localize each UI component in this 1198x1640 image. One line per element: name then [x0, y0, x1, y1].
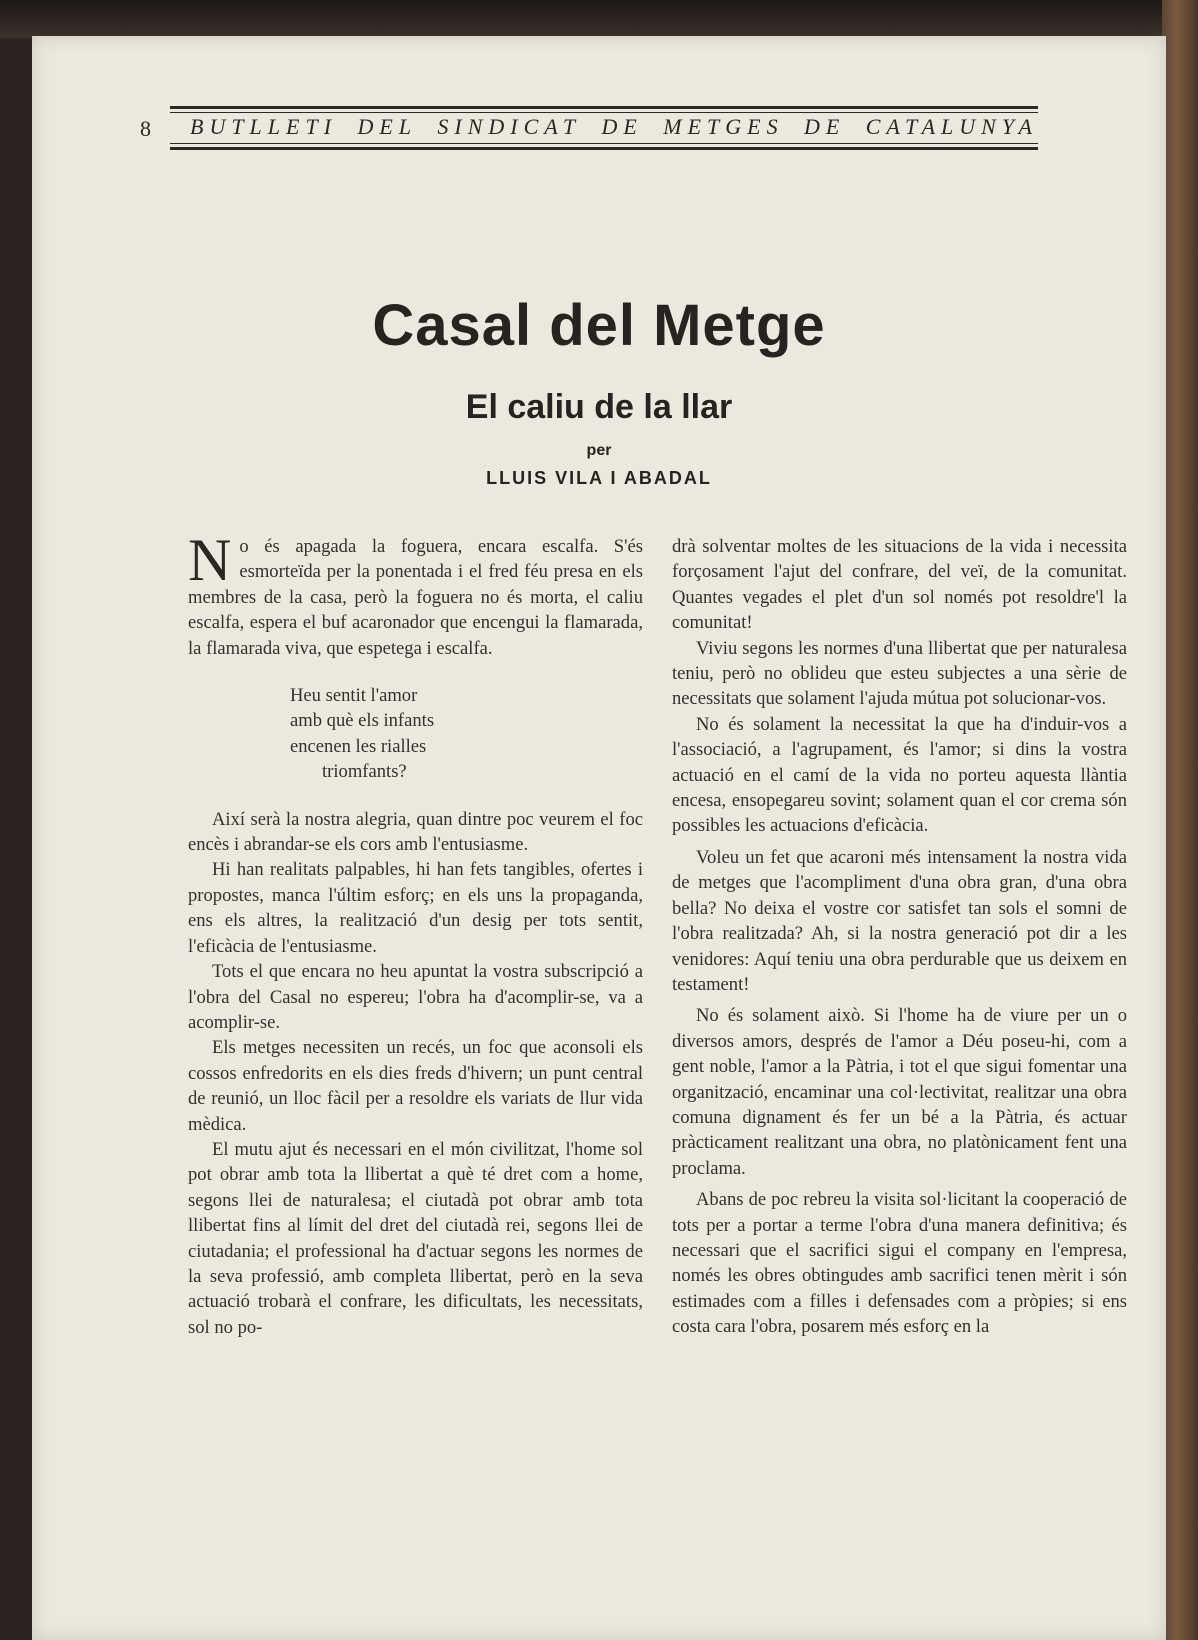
drop-cap: N	[188, 527, 232, 593]
right-column	[672, 534, 1127, 1340]
header-rule	[170, 112, 1038, 113]
body-paragraph: drà solventar moltes de les situacions de la vida i necessita forçosament l'ajut del confrare, del veï, de la comunitat. Quantes vegades el plet d'un sol només pot resoldre'l la comunitat!	[672, 536, 1127, 634]
running-title-word: DE	[601, 114, 643, 139]
running-title-word: SINDICAT	[437, 114, 582, 139]
body-paragraph: Així serà la nostra alegria, quan dintre poc veurem el foc encès i abrandar-se els cors amb l'entusiasme.	[188, 808, 643, 856]
body-paragraph: Viviu segons les normes d'una llibertat que per naturalesa teniu, però no oblideu que esteu subjectes a una sèrie de necessitats que solament l'ajuda mútua pot solucionar-vos.	[672, 637, 1127, 710]
verse	[290, 683, 643, 785]
verse-line: triomfants?	[322, 761, 407, 783]
body-paragraph: No és solament la necessitat la que ha d'induir-vos a l'associació, a l'agrupament, és l'amor; si dins la vostra actuació en el camí de la vida no porteu aquesta llàntia encesa, ensopegareu sovint; solament quan el cor crema són possibles les actuacions d'eficàcia.	[672, 713, 1127, 837]
body-paragraph: Hi han realitats palpables, hi han fets tangibles, ofertes i propostes, manca l'últim esforç; en els uns la propaganda, ens els altres, la realització d'un desig per tots sentit, l'eficàcia de l'entusiasme.	[188, 859, 643, 957]
running-title-word: DEL	[357, 114, 417, 139]
running-title-word: BUTLLETI	[190, 114, 338, 139]
header-rule	[170, 143, 1038, 144]
verse-line: amb què els infants	[290, 710, 435, 732]
body-paragraph: Voleu un fet que acaroni més intensament la nostra vida de metges que l'acompliment d'una obra gran, d'una obra bella? No deixa el vostre cor satisfet tan sols el somni de l'obra realitzada? Ah, si la nostra generació pot dir a les venidores: Aquí teniu una obra perdurable que us deixem en testament!	[672, 846, 1127, 995]
article-subtitle: El caliu de la llar	[465, 388, 733, 426]
running-header	[140, 68, 1038, 158]
header-rule	[170, 106, 1038, 109]
body-paragraph: El mutu ajut és necessari en el món civilitzat, l'home sol pot obrar amb tota la llibertat a què té dret com a home, segons llei de naturalesa; el ciutadà pot obrar amb tota llibertat fins al límit del dret del ciutadà rei, segons llei de ciutadania; el professional ha d'actuar segons les normes de la seva professió, amb completa llibertat, però en la seva actuació trobarà el confrare, les dificultats, les necessitats, sol no po-	[188, 1138, 643, 1338]
running-title-word: DE	[803, 114, 846, 139]
verse-line: Heu sentit l'amor	[290, 685, 418, 707]
body-paragraph: Els metges necessiten un recés, un foc que aconsoli els cossos enfredorits en els dies freds d'hivern; un punt central de reunió, un lloc fàcil per a resoldre els variats de llur vida mèdica.	[188, 1037, 643, 1135]
running-title-word: METGES	[663, 114, 784, 139]
intro-paragraph	[188, 527, 643, 661]
scan-background-top	[0, 0, 1198, 38]
body-paragraph: No és solament això. Si l'home ha de viure per un o diversos amors, després de l'amor a Déu poseu-hi, com a gent noble, l'amor a la Pàtria, i tot el que sigui fomentar una organització, encaminar una col·lectivitat, realitzar una obra comuna dignament és fer un bé a la Pàtria, és actuar pràcticament realitzant una obra, no platònicament fent una proclama.	[672, 1005, 1127, 1179]
verse-line: encenen les rialles	[290, 735, 427, 757]
body-paragraph: Abans de poc rebreu la visita sol·licitant la cooperació de tots per a portar a terme l'obra d'una manera definitiva; és necessari que el sacrifici sigui el company en l'empresa, només les obres obtingudes amb sacrifici tenen mèrit i són estimades com a filles i defensades com a pròpies; si ens costa cara l'obra, posarem més esforç en la	[672, 1189, 1127, 1338]
book-spine-edge	[1162, 0, 1198, 1640]
body-paragraph: Tots el que encara no heu apuntat la vostra subscripció a l'obra del Casal no espereu; l'obra ha d'acomplir-se, va a acomplir-se.	[188, 961, 643, 1033]
intro-text: o és apagada la foguera, encara escalfa. S'és esmorteïda per la ponentada i el fred féu presa en els membres de la casa, però la foguera no és morta, el caliu escalfa, espera el buf acaronador que encengui la flamarada, la flamarada viva, que espetega i escalfa.	[188, 536, 643, 659]
page-number: 8	[140, 116, 151, 141]
article-title: Casal del Metge	[372, 293, 826, 358]
header-rule	[170, 147, 1038, 150]
running-title-word: CATALUNYA	[865, 114, 1038, 139]
byline-per: per	[586, 442, 612, 459]
author-name: LLUIS VILA I ABADAL	[486, 468, 712, 488]
left-column	[188, 527, 643, 1340]
running-title	[190, 114, 1038, 140]
